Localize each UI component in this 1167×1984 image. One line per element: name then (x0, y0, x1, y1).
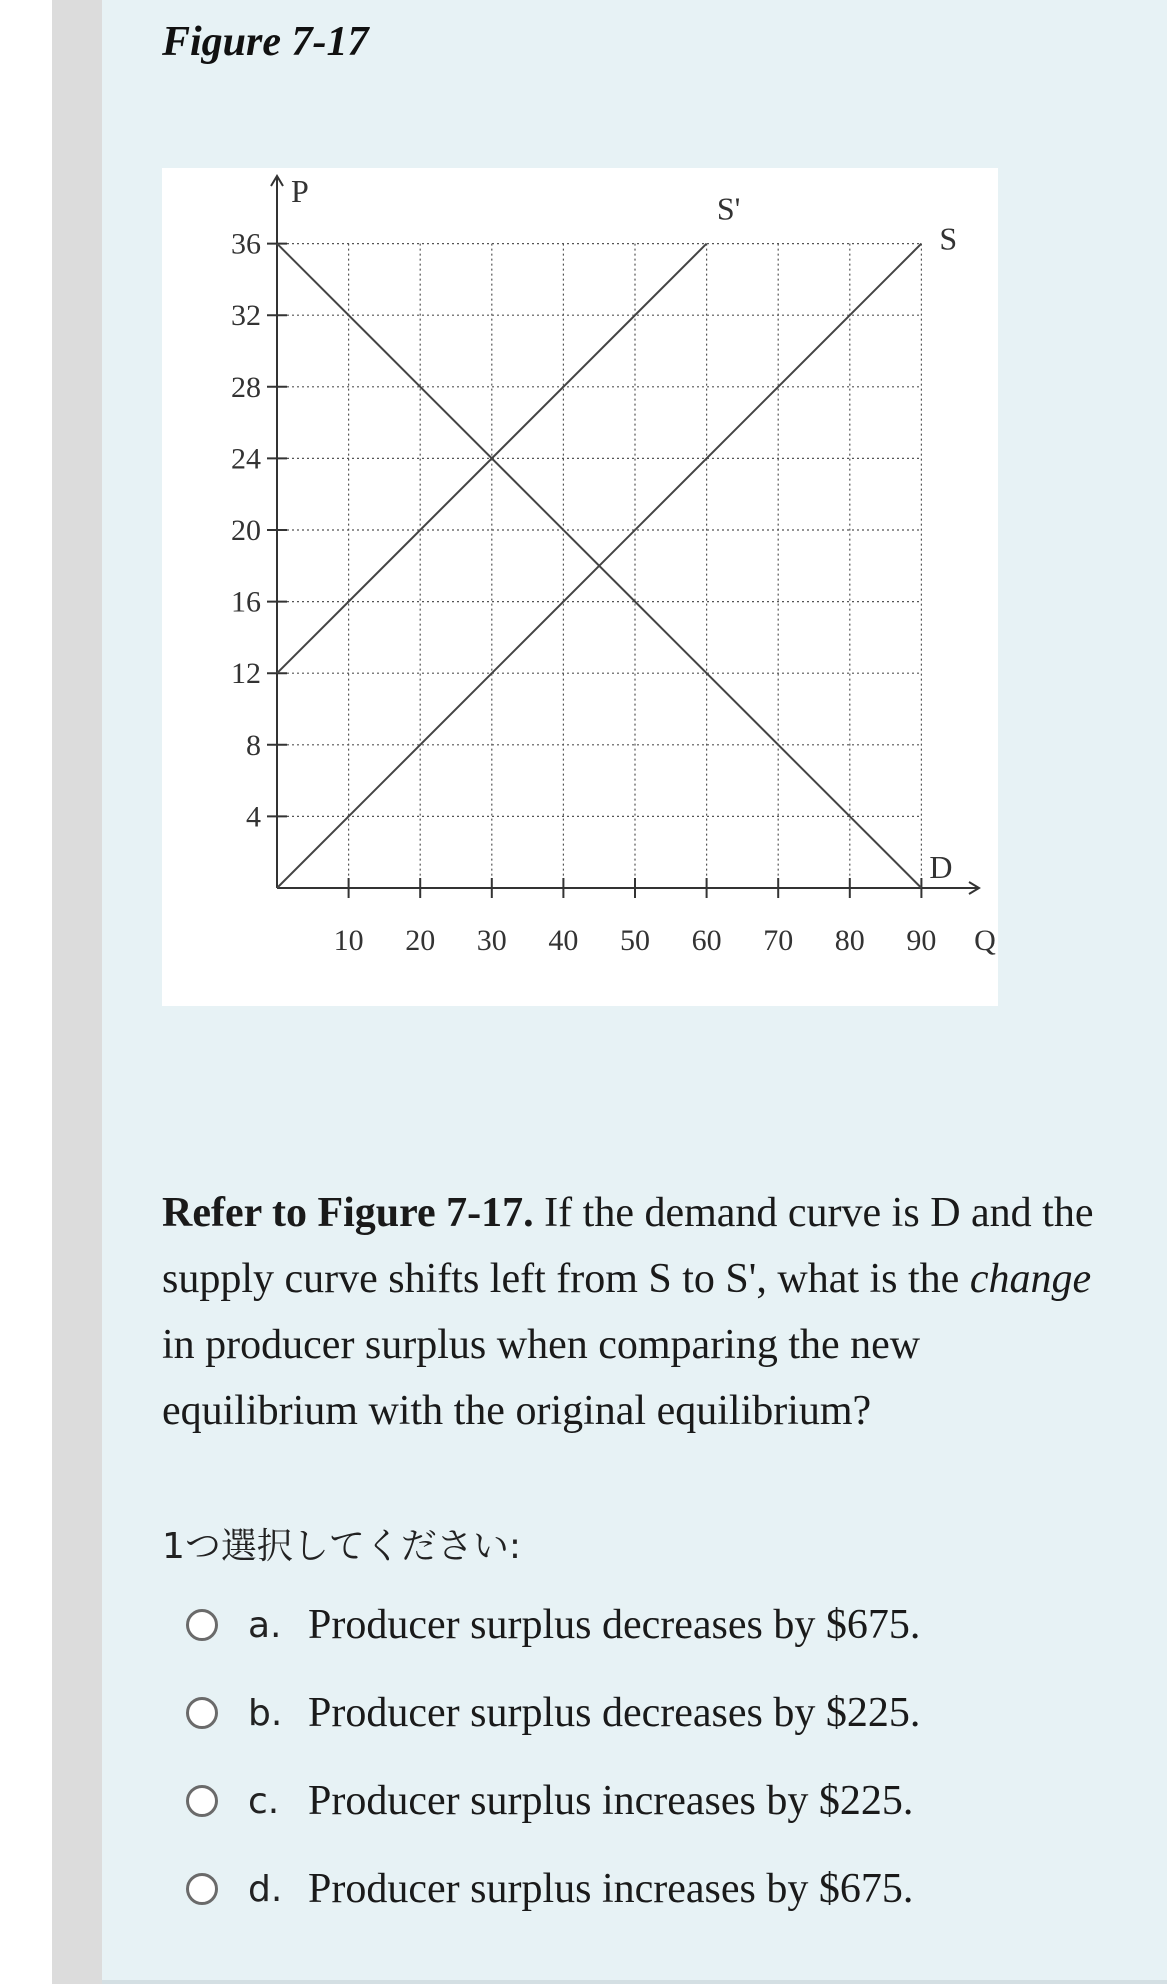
question-text (162, 1180, 1122, 1444)
y-tick-label-16: 16 (231, 585, 261, 619)
x-tick-label-10: 10 (333, 924, 364, 957)
option-b-letter: b. (248, 1692, 283, 1734)
y-axis-label: P (291, 173, 309, 209)
radio-option-c[interactable] (186, 1785, 218, 1817)
option-c-text: Producer surplus increases by $225. (308, 1778, 914, 1824)
radio-option-b[interactable] (186, 1697, 218, 1729)
x-tick-label-60: 60 (691, 924, 722, 957)
option-b[interactable] (186, 1683, 1086, 1743)
y-tick-label-36: 36 (231, 227, 261, 261)
series-label-0: D (929, 849, 953, 885)
y-tick-label-4: 4 (246, 800, 261, 834)
radio-option-a[interactable] (186, 1609, 218, 1641)
left-scroll-rail (52, 0, 102, 1984)
x-tick-label-20: 20 (405, 924, 436, 957)
x-tick-label-80: 80 (834, 924, 865, 957)
x-tick-label-90: 90 (906, 924, 937, 957)
x-tick-label-50: 50 (620, 924, 650, 957)
question-part1: If the demand curve is D and the supply curve shifts left from S to S', what is the (162, 1190, 1094, 1302)
option-a-text: Producer surplus decreases by $675. (308, 1602, 921, 1648)
y-tick-label-20: 20 (231, 514, 261, 547)
option-d-letter: d. (248, 1868, 283, 1910)
radio-option-d[interactable] (186, 1873, 218, 1905)
x-tick-label-70: 70 (763, 924, 794, 957)
y-tick-label-12: 12 (231, 657, 261, 691)
y-tick-label-24: 24 (231, 442, 261, 476)
option-d-text: Producer surplus increases by $675. (308, 1866, 914, 1912)
option-a[interactable] (186, 1595, 1086, 1655)
select-prompt: 1つ選択してください: (162, 1526, 522, 1567)
y-tick-label-8: 8 (246, 728, 261, 762)
y-tick-label-32: 32 (231, 299, 261, 333)
card-bottom-edge (102, 1980, 1167, 1984)
question-italic-word: change (969, 1256, 1092, 1302)
supply-demand-chart (162, 168, 998, 1006)
x-axis-label: Q (974, 924, 996, 957)
figure-title: Figure 7-17 (162, 19, 369, 65)
option-d[interactable] (186, 1859, 1086, 1919)
chart-figure (162, 168, 998, 1006)
option-c-letter: c. (248, 1780, 280, 1822)
series-label-2: S' (716, 190, 741, 227)
option-b-text: Producer surplus decreases by $225. (308, 1690, 921, 1736)
y-tick-label-28: 28 (231, 370, 261, 404)
option-c[interactable] (186, 1771, 1086, 1831)
question-lead: Refer to Figure 7-17. (162, 1190, 534, 1236)
option-a-letter: a. (248, 1604, 282, 1646)
x-tick-label-30: 30 (476, 924, 507, 957)
x-tick-label-40: 40 (548, 924, 579, 957)
series-label-1: S (939, 220, 958, 257)
question-part2: in producer surplus when comparing the new equilibrium with the original equilibrium? (162, 1322, 921, 1434)
